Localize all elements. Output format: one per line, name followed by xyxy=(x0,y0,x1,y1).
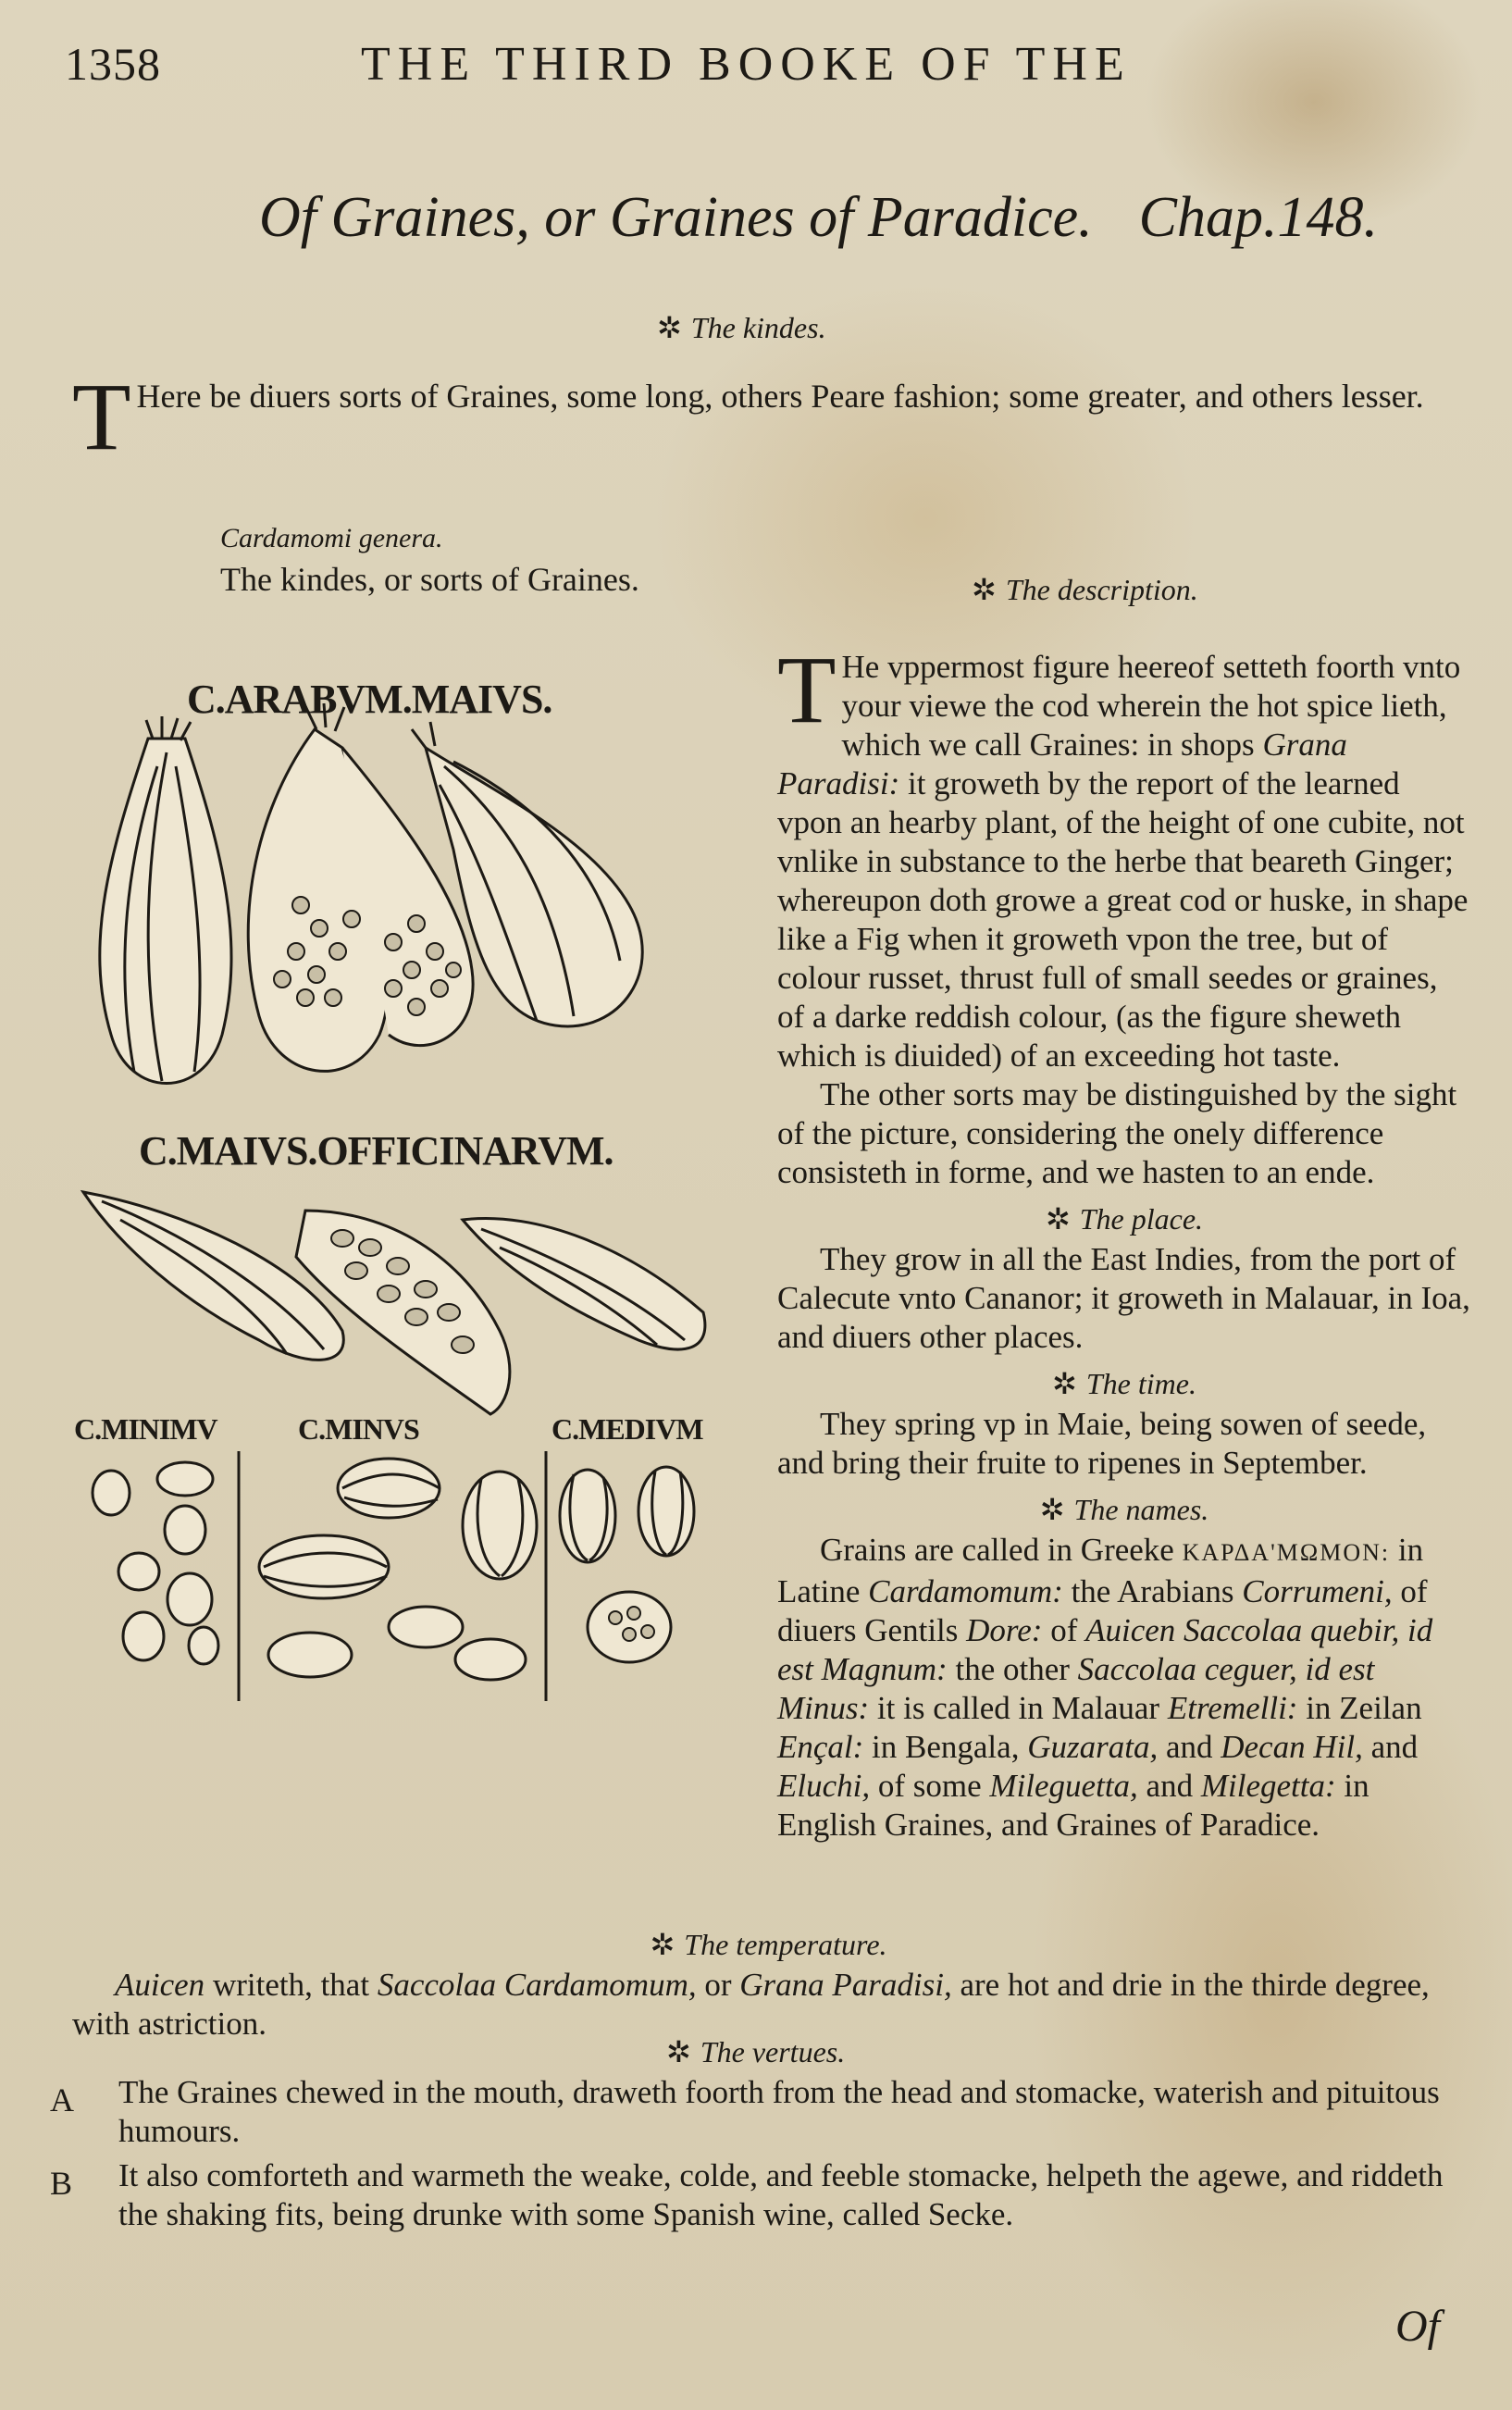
chapter-title: Of Graines, or Graines of Paradice. xyxy=(259,186,1093,249)
section-heading-place: ✲ The place. xyxy=(1045,1202,1204,1236)
drop-cap: T xyxy=(72,364,131,470)
chapter-heading xyxy=(259,185,1379,251)
drop-cap: T xyxy=(777,637,837,743)
names-paragraph: Grains are called in Greeke ΚΑΡΔΑ'ΜΩΜΟΝ: in Latine Cardamomum: the Arabians Corrumeni, of diuers Gentils Dore: of Auicen Saccolaa quebir, id est Magnum: the other Saccolaa ceguer, id est Minus: it is called in Malauar Etremelli: in Zeilan Ençal: in Bengala, Guzarata, and Decan Hil, and Eluchi, of some Mileguetta, and Milegetta: in English Graines, and Graines of Paradice. xyxy=(777,1532,1433,1843)
woodcut-drawing xyxy=(74,665,713,1720)
flower-icon: ✲ xyxy=(1045,1202,1071,1236)
figure-label-arabum: C.ARABVM.MAIVS. xyxy=(187,677,552,722)
flower-icon: ✲ xyxy=(657,311,682,344)
chapter-number: Chap.148. xyxy=(1138,186,1379,249)
temperature-section xyxy=(72,1925,1465,2044)
figure-label-officinarum: C.MAIVS.OFFICINARVM. xyxy=(139,1128,613,1174)
running-title: THE THIRD BOOKE OF THE xyxy=(361,38,1132,91)
temperature-paragraph: Auicen writeth, that Saccolaa Cardamomum, or Grana Paradisi, are hot and drie in the thirde degree, with astriction. xyxy=(72,1967,1430,2042)
flower-icon: ✲ xyxy=(650,1928,675,1961)
margin-letter-b: B xyxy=(50,2165,73,2202)
time-paragraph: They spring vp in Maie, being sowen of seede, and bring their fruite to ripenes in September. xyxy=(777,1406,1427,1481)
section-heading-names: ✲ The names. xyxy=(1039,1493,1209,1526)
page-number: 1358 xyxy=(65,38,161,90)
section-heading-time: ✲ The time. xyxy=(1052,1367,1196,1400)
flower-icon: ✲ xyxy=(666,2035,691,2068)
seeds-minus xyxy=(259,1459,537,1680)
flower-icon: ✲ xyxy=(972,573,997,606)
woodcut-figure xyxy=(74,665,713,1720)
section-heading-description: ✲ The description. xyxy=(972,573,1198,606)
figure-label-medium: C.MEDIVM xyxy=(552,1412,703,1446)
running-head xyxy=(65,28,1249,102)
flower-icon: ✲ xyxy=(1052,1367,1077,1400)
figure-caption-latin: Cardamomi genera. xyxy=(220,523,443,553)
section-heading-vertues: ✲ The vertues. xyxy=(666,2035,846,2068)
vertue-b: It also comforteth and warmeth the weake, colde, and feeble stomacke, helpeth the agewe, and riddeth the shaking fits, being drunke with some Spanish wine, called Secke. xyxy=(118,2157,1444,2232)
catchword: Of xyxy=(1395,2302,1440,2351)
margin-letter-a: A xyxy=(50,2081,74,2118)
description-paragraph-2: The other sorts may be distinguished by the sight of the picture, considering the onely difference consisteth in forme, and we hasten to an ende. xyxy=(777,1076,1457,1190)
section-heading-kindes: ✲ The kindes. xyxy=(657,311,826,344)
intro-paragraph: T Here be diuers sorts of Graines, some long, others Peare fashion; some greater, and others lesser. xyxy=(72,364,1424,470)
figure-caption-english: The kindes, or sorts of Graines. xyxy=(220,561,639,598)
figure-label-minus: C.MINVS xyxy=(298,1412,419,1446)
place-paragraph: They grow in all the East Indies, from the port of Calecute vnto Cananor; it groweth in Malauar, in Ioa, and diuers other places. xyxy=(777,1241,1470,1355)
seeds-medium xyxy=(560,1467,694,1662)
flower-icon: ✲ xyxy=(1039,1493,1065,1526)
seeds-minimum xyxy=(93,1462,218,1664)
description-paragraph-1: T He vppermost figure heereof setteth foorth vnto your viewe the cod wherein the hot spice lieth, which we call Graines: in shops Grana Paradisi: it groweth by the report of the learned vpon an hearby plant, of the height of one cubite, not vnlike in substance to the herbe that beareth Ginger; whereupon doth growe a great cod or huske, in shape like a Fig when it groweth vpon the tree, but of colour russet, thrust full of small seedes or graines, of a darke reddish colour, (as the figure sheweth which is diuided) of an exceeding hot taste. xyxy=(777,637,1469,1074)
description-body xyxy=(777,637,1471,1845)
pod-whole-left xyxy=(100,716,231,1084)
section-heading-temperature: ✲ The temperature. xyxy=(650,1928,887,1961)
figure-label-minimum: C.MINIMV xyxy=(74,1412,217,1446)
vertue-a: The Graines chewed in the mouth, draweth foorth from the head and stomacke, waterish and pituitous humours. xyxy=(118,2074,1440,2149)
